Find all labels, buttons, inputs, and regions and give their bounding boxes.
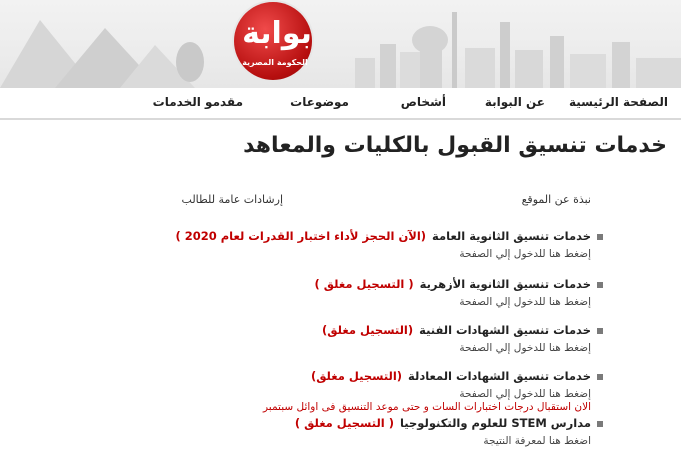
nav-item-topics[interactable]: موضوعات [290, 95, 349, 109]
service-status: ( التسجيل مغلق ) [294, 416, 394, 430]
student-guidance-link[interactable]: إرشادات عامة للطالب [181, 193, 283, 206]
site-logo[interactable] [228, 2, 326, 82]
bullet-icon [597, 282, 603, 288]
service-page-link[interactable]: إضغط هنا للدخول إلي الصفحة [459, 388, 591, 400]
service-page-link[interactable]: إضغط هنا للدخول إلي الصفحة [459, 248, 591, 260]
service-item [43, 229, 603, 260]
cairo-skyline-graphic [0, 0, 681, 88]
service-name[interactable]: خدمات تنسيق الثانوية الأزهرية [419, 277, 591, 291]
service-item [43, 369, 603, 413]
nav-item-about[interactable]: عن البوابة [484, 95, 545, 109]
service-page-link[interactable]: إضغط هنا للدخول إلي الصفحة [459, 342, 591, 354]
service-name[interactable]: خدمات تنسيق الشهادات الفنية [419, 323, 591, 337]
service-status: (التسجيل مغلق) [310, 369, 403, 383]
service-status: (التسجيل مغلق) [322, 323, 414, 337]
nav-item-people[interactable]: أشخاص [400, 95, 446, 109]
service-note: الان استقبال درجات اختبارات السات و حتى موعد التنسيق فى اوائل سبتمبر [263, 401, 591, 413]
bullet-icon [597, 234, 603, 240]
main-nav [0, 88, 681, 118]
bullet-icon [597, 328, 603, 334]
service-item [43, 416, 603, 447]
service-item [43, 277, 603, 308]
logo-sub-text: الحكومة المصرية [242, 58, 308, 67]
nav-item-service-providers[interactable]: مقدمو الخدمات [152, 95, 243, 109]
about-site-link[interactable]: نبذة عن الموقع [521, 193, 591, 206]
service-status: ( التسجيل مغلق ) [314, 277, 414, 291]
bullet-icon [597, 421, 603, 427]
service-name[interactable]: خدمات تنسيق الشهادات المعادلة [408, 369, 591, 383]
service-name[interactable]: مدارس STEM للعلوم والتكنولوجيا [399, 416, 591, 430]
logo-main-text: بوابة [242, 16, 312, 51]
service-page-link[interactable]: إضغط هنا للدخول إلي الصفحة [459, 296, 591, 308]
nav-divider [0, 118, 681, 120]
page-title: خدمات تنسيق القبول بالكليات والمعاهد [243, 133, 667, 158]
bullet-icon [597, 374, 603, 380]
header-banner [0, 0, 681, 88]
service-page-link[interactable]: اضغط هنا لمعرفة النتيجة [483, 435, 591, 447]
service-status: (الآن الحجز لأداء اختبار القدرات لعام 2020 ) [175, 229, 427, 243]
nav-item-home[interactable]: الصفحة الرئيسية [568, 95, 668, 109]
service-name[interactable]: خدمات تنسيق الثانوية العامة [432, 229, 591, 243]
service-item [43, 323, 603, 354]
